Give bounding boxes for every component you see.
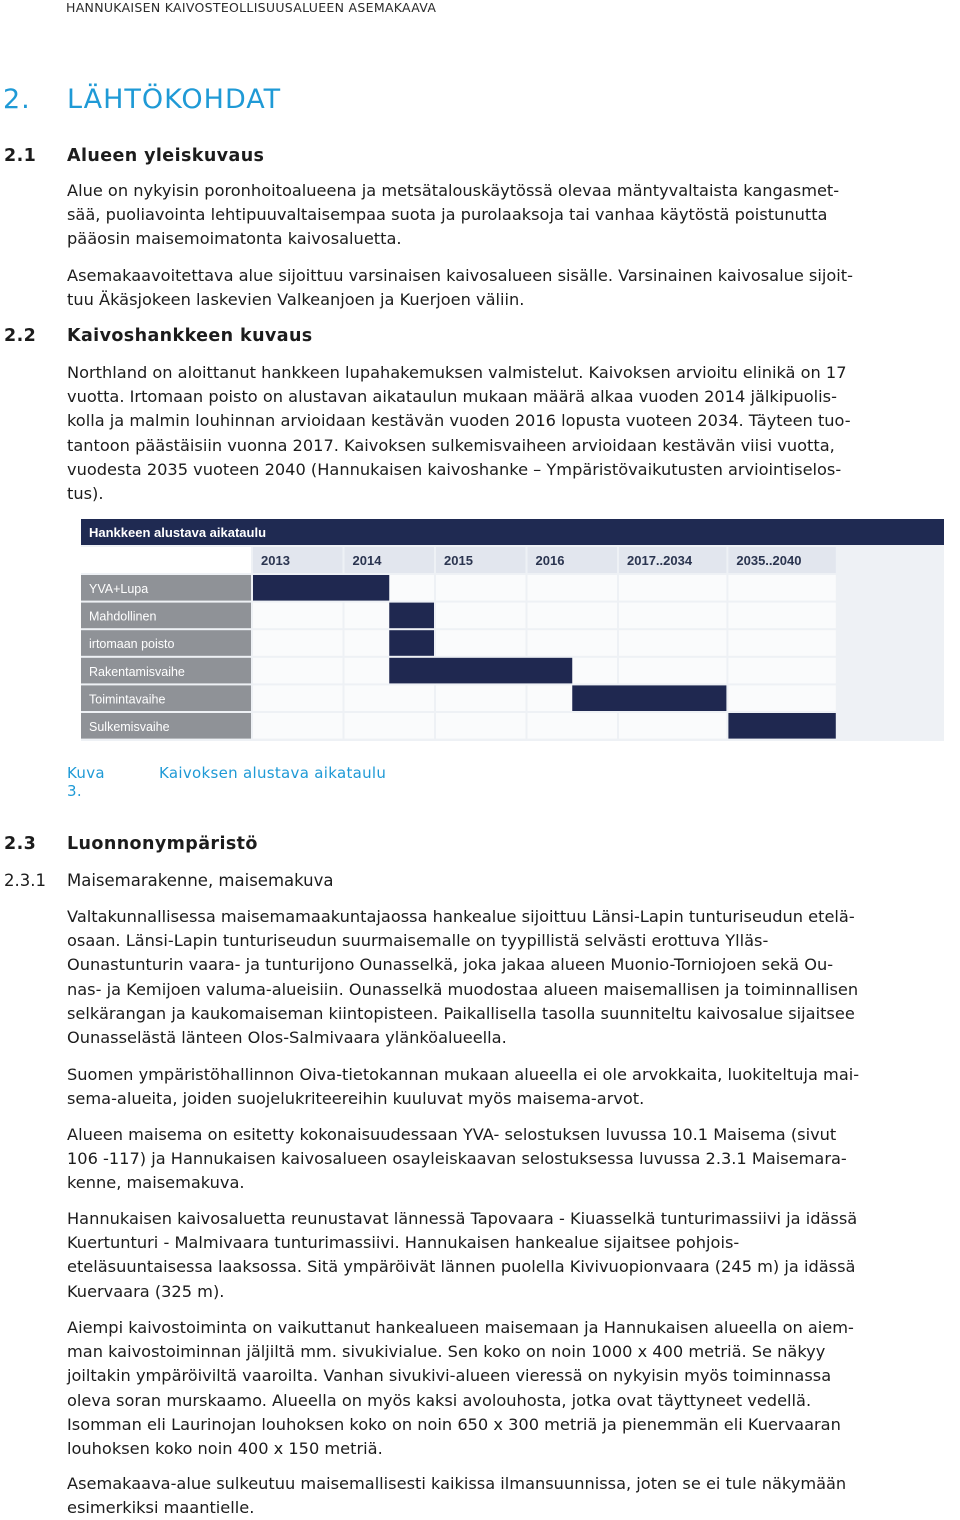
grid-cell bbox=[619, 575, 726, 601]
text-line: Asemakaavoitettava alue sijoittuu varsinaisen kaivosalueen sisälle. Varsinainen kaivosalue sijoit- bbox=[67, 266, 853, 285]
phase-bar bbox=[389, 603, 434, 629]
year-label: 2035..2040 bbox=[736, 553, 802, 568]
grid-cell bbox=[619, 630, 726, 656]
paragraph bbox=[67, 361, 955, 506]
phase-bar bbox=[389, 658, 572, 684]
text-line: Northland on aloittanut hankkeen lupahakemuksen valmistelut. Kaivoksen arvioitu elinikä on 17 bbox=[67, 363, 847, 382]
paragraph bbox=[67, 1207, 955, 1304]
caption-number: Kuva 3. bbox=[67, 764, 105, 800]
text-line: Kuervaara (325 m). bbox=[67, 1281, 225, 1301]
paragraph bbox=[67, 1316, 955, 1461]
phase-label: Mahdollinen bbox=[89, 609, 157, 624]
text-line: Ounasselästä länteen Olos-Salmivaara ylänköalueella. bbox=[67, 1028, 507, 1048]
grid-cell bbox=[619, 658, 726, 684]
grid-cell bbox=[253, 713, 343, 739]
phase-label: irtomaan poisto bbox=[89, 637, 175, 652]
text-line: Aiempi kaivostoiminta on vaikuttanut hankealueen maisemaan ja Hannukaisen alueella on aiem- bbox=[67, 1318, 854, 1337]
year-label: 2015 bbox=[444, 553, 473, 568]
grid-cell bbox=[528, 630, 618, 656]
grid-cell bbox=[253, 658, 343, 684]
text-line: Alueen maisema on esitetty kokonaisuudessaan YVA- selostuksen luvussa 10.1 Maisema (sivut bbox=[67, 1125, 837, 1144]
phase-label: Sulkemisvaihe bbox=[89, 720, 170, 734]
paragraph bbox=[67, 1123, 955, 1196]
phase-label: Rakentamisvaihe bbox=[89, 664, 185, 679]
text-line: kenne, maisemakuva. bbox=[67, 1173, 245, 1193]
text-line: tus). bbox=[67, 484, 104, 504]
phase-bar bbox=[389, 630, 434, 656]
text-line: vuodesta 2035 vuoteen 2040 (Hannukaisen kaivoshanke – Ympäristövaikutusten arviointiselos- bbox=[67, 459, 842, 479]
text-line: Asemakaava-alue sulkeutuu maisemallisesti kaikissa ilmansuunnissa, joten se ei tule näkymään bbox=[67, 1474, 847, 1493]
text-line: man kaivostoiminnan jäljiltä mm. sivukivialue. Sen koko on noin 1000 x 400 metriä. Se näkyy bbox=[67, 1342, 826, 1362]
grid-cell bbox=[436, 713, 526, 739]
subsection-number: 2.3 bbox=[4, 834, 37, 854]
text-line: esimerkiksi maantielle. bbox=[67, 1498, 255, 1518]
text-line: louhoksen koko noin 400 x 150 metriä. bbox=[67, 1439, 383, 1459]
subsection-number: 2.2 bbox=[4, 326, 37, 346]
paragraph bbox=[67, 1472, 955, 1520]
text-line: Isomman eli Laurinojan louhoksen koko on noin 650 x 300 metriä ja pienemmän eli Kuervaaran bbox=[67, 1414, 841, 1434]
text-line: selkärangan ja kaukomaiseman kiintopisteen. Paikallisella tasolla suunniteltu kaivosalue sijaitsee bbox=[67, 1003, 855, 1023]
text-line: oleva soran murskaamo. Alueella on myös kaksi avolouhosta, jotka ovat täyttyneet vedellä. bbox=[67, 1390, 812, 1410]
text-line: tuu Äkäsjokeen laskevien Valkeanjoen ja Kuerjoen väliin. bbox=[67, 290, 525, 310]
grid-cell bbox=[436, 603, 526, 629]
paragraph bbox=[67, 1063, 955, 1111]
year-header-blank bbox=[81, 547, 251, 573]
grid-cell bbox=[728, 575, 835, 601]
subsection-title: Alueen yleiskuvaus bbox=[67, 146, 265, 166]
text-line: nas- ja Kemijoen valuma-alueisiin. Ounasselkä muodostaa alueen maisemallisen ja toiminnallisen bbox=[67, 979, 859, 999]
year-label: 2013 bbox=[261, 553, 290, 568]
grid-cell bbox=[728, 630, 835, 656]
grid-cell bbox=[345, 713, 435, 739]
text-line: Alue on nykyisin poronhoitoalueena ja metsätalouskäytössä olevaa mäntyvaltaista kangasmet- bbox=[67, 181, 840, 200]
paragraph bbox=[67, 264, 955, 312]
text-line: kolla ja malmin louhinnan arvioidaan kestävän vuoden 2016 lopusta vuoteen 2034. Täyteen tuo- bbox=[67, 411, 851, 431]
text-line: sema-alueita, joiden suojelukriteereihin kuuluvat myös maisema-arvot. bbox=[67, 1089, 645, 1109]
text-line: joiltakin ympäröiviltä vaaroilta. Vanhan sivukivi-alueen vieressä on nykyisin myös toiminnassa bbox=[67, 1366, 832, 1386]
caption-text: Kaivoksen alustava aikataulu bbox=[159, 764, 387, 782]
text-line: osaan. Länsi-Lapin tunturiseudun suurmaisemalle on tyypillistä selvästi erottuva Ylläs- bbox=[67, 931, 769, 951]
text-line: Ounastunturin vaara- ja tunturijono Ounasselkä, joka jakaa alueen Muonio-Torniojoen sekä Ou- bbox=[67, 955, 834, 975]
phase-bar bbox=[572, 685, 726, 711]
grid-cell bbox=[253, 685, 343, 711]
grid-cell bbox=[728, 603, 835, 629]
phase-bar bbox=[728, 713, 835, 739]
year-label: 2014 bbox=[352, 553, 382, 568]
phase-label: Toimintavaihe bbox=[89, 692, 166, 707]
subsection-number: 2.1 bbox=[4, 146, 37, 166]
grid-cell bbox=[728, 658, 835, 684]
grid-cell bbox=[436, 630, 526, 656]
text-line: eteläsuuntaisessa laaksossa. Sitä ympäröivät lännen puolella Kivivuopionvaara (245 m) ja idässä bbox=[67, 1257, 856, 1277]
subsection-number: 2.3.1 bbox=[4, 871, 46, 890]
section-number: 2. bbox=[3, 84, 31, 115]
subsection-title: Luonnonympäristö bbox=[67, 834, 258, 854]
text-line: Valtakunnallisessa maisemamaakuntajaossa hankealue sijoittuu Länsi-Lapin tunturiseudun etelä- bbox=[67, 907, 855, 926]
text-line: sää, puoliavointa lehtipuuvaltaisempaa suota ja purolaaksoja tai vanhaa käytöstä poistunutta bbox=[67, 205, 828, 225]
text-line: 106 -117) ja Hannukaisen kaivosalueen osayleiskaavan selostuksessa luvussa 2.3.1 Maisemara- bbox=[67, 1149, 847, 1169]
grid-cell bbox=[345, 685, 435, 711]
grid-cell bbox=[619, 713, 726, 739]
subsection-title: Maisemarakenne, maisemakuva bbox=[67, 871, 334, 890]
grid-cell bbox=[528, 575, 618, 601]
text-line: pääosin maisemoimatonta kaivosaluetta. bbox=[67, 229, 402, 249]
section-title: LÄHTÖKOHDAT bbox=[67, 84, 282, 115]
grid-cell bbox=[728, 685, 835, 711]
text-line: tantoon päästäisiin vuonna 2017. Kaivoksen sulkemisvaiheen arvioidaan kestävän viisi vuotta, bbox=[67, 435, 835, 455]
subsection-title: Kaivoshankkeen kuvaus bbox=[67, 326, 313, 346]
paragraph bbox=[67, 179, 955, 252]
schedule-figure bbox=[81, 519, 944, 741]
phase-bar bbox=[253, 575, 389, 601]
grid-cell bbox=[436, 685, 526, 711]
year-label: 2017..2034 bbox=[627, 553, 693, 568]
year-label: 2016 bbox=[535, 553, 565, 568]
phase-label: YVA+Lupa bbox=[89, 582, 149, 596]
grid-cell bbox=[436, 575, 526, 601]
grid-cell bbox=[619, 603, 726, 629]
paragraph bbox=[67, 905, 955, 1050]
text-line: Suomen ympäristöhallinnon Oiva-tietokannan mukaan alueella ei ole arvokkaita, luokiteltuja mai- bbox=[67, 1065, 860, 1084]
grid-cell bbox=[253, 603, 343, 629]
text-line: Hannukaisen kaivosaluetta reunustavat lännessä Tapovaara - Kiuasselkä tunturimassiivi ja idässä bbox=[67, 1209, 858, 1228]
text-line: vuotta. Irtomaan poisto on alustavan aikataulun mukaan määrä alkaa vuoden 2014 jälkipuolis- bbox=[67, 387, 837, 407]
figure-title: Hankkeen alustava aikataulu bbox=[89, 525, 267, 540]
text-line: Kuertunturi - Malmivaara tunturimassiivi. Hannukaisen hankealue sijaitsee pohjois- bbox=[67, 1233, 740, 1253]
running-header: HANNUKAISEN KAIVOSTEOLLISUUSALUEEN ASEMAKAAVA bbox=[66, 0, 437, 15]
grid-cell bbox=[528, 713, 618, 739]
grid-cell bbox=[528, 603, 618, 629]
grid-cell bbox=[253, 630, 343, 656]
